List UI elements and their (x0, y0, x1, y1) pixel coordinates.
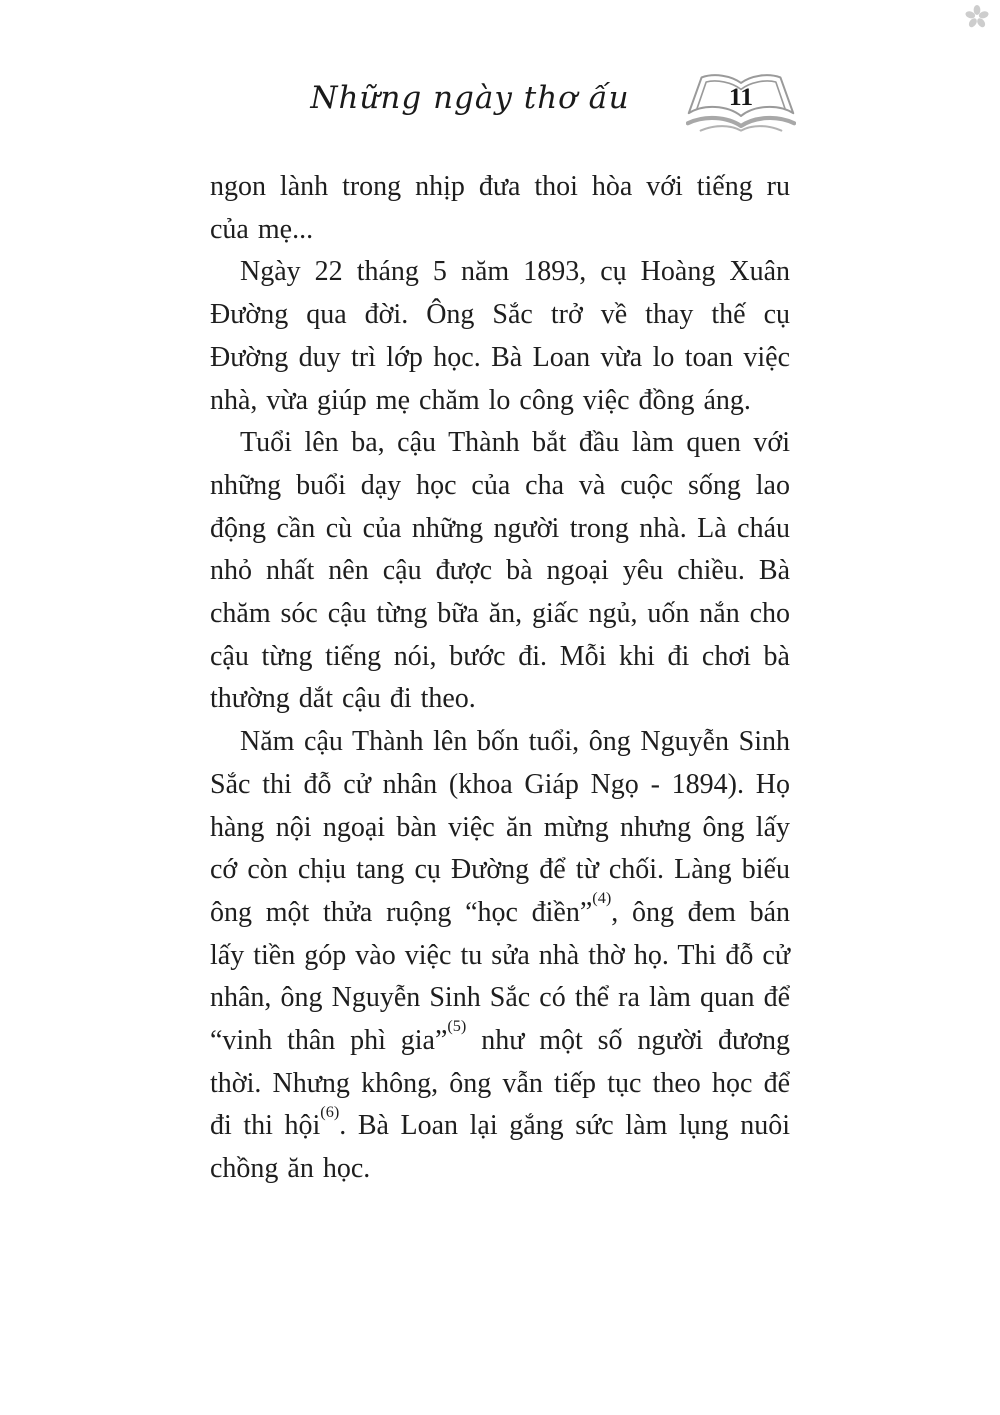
footnote-marker: (4) (592, 889, 612, 908)
page-number: 11 (728, 81, 754, 111)
paragraph-text: Ngày 22 tháng 5 năm 1893, cụ Hoàng Xuân Đường qua đời. Ông Sắc trở về thay thế cụ Đường duy trì lớp học. Bà Loan vừa lo toan việc nhà, vừa giúp mẹ chăm lo công việc đồng áng. (210, 256, 790, 416)
paragraph (210, 251, 790, 422)
paragraph-text: ngon lành trong nhịp đưa thoi hòa với tiếng ru của mẹ... (210, 171, 790, 245)
paragraph (210, 721, 790, 1191)
paragraph-text: Năm cậu Thành lên bốn tuổi, ông Nguyễn Sinh Sắc thi đỗ cử nhân (khoa Giáp Ngọ - 1894). Họ hàng nội ngoại bàn việc ăn mừng nhưng ông lấy cớ còn chịu tang cụ Đường để từ chối. Làng biếu ông một thửa ruộng “học điền” (210, 726, 790, 928)
paragraph-text: . Bà Loan lại gắng sức làm lụng nuôi chồng ăn học. (210, 1110, 791, 1185)
footnote-marker: (6) (320, 1102, 340, 1121)
paragraph-text: như một số người đương thời. Nhưng không, ông vẫn tiếp tục theo học để đi thi hội (210, 1025, 791, 1142)
running-title: Những ngày thơ ấu (310, 80, 630, 116)
paragraph (210, 422, 790, 721)
body-text (210, 166, 790, 1191)
paragraph (210, 166, 790, 251)
flower-icon (964, 4, 990, 30)
paragraph-text: , ông đem bán lấy tiền góp vào việc tu sửa nhà thờ họ. Thi đỗ cử nhân, ông Nguyễn Sinh Sắc có thể ra làm quan để “vinh thân phì gia” (210, 896, 790, 1057)
paragraph-text: Tuổi lên ba, cậu Thành bắt đầu làm quen với những buổi dạy học của cha và cuộc sống lao động cần cù của những người trong nhà. Là cháu nhỏ nhất nên cậu được bà ngoại yêu chiều. Bà chăm sóc cậu từng bữa ăn, giấc ngủ, uốn nắn cho cậu từng tiếng nói, bước đi. Mỗi khi đi chơi bà thường dắt cậu đi theo. (210, 427, 790, 715)
open-book-icon (686, 70, 796, 138)
footnote-marker: (5) (447, 1017, 467, 1036)
